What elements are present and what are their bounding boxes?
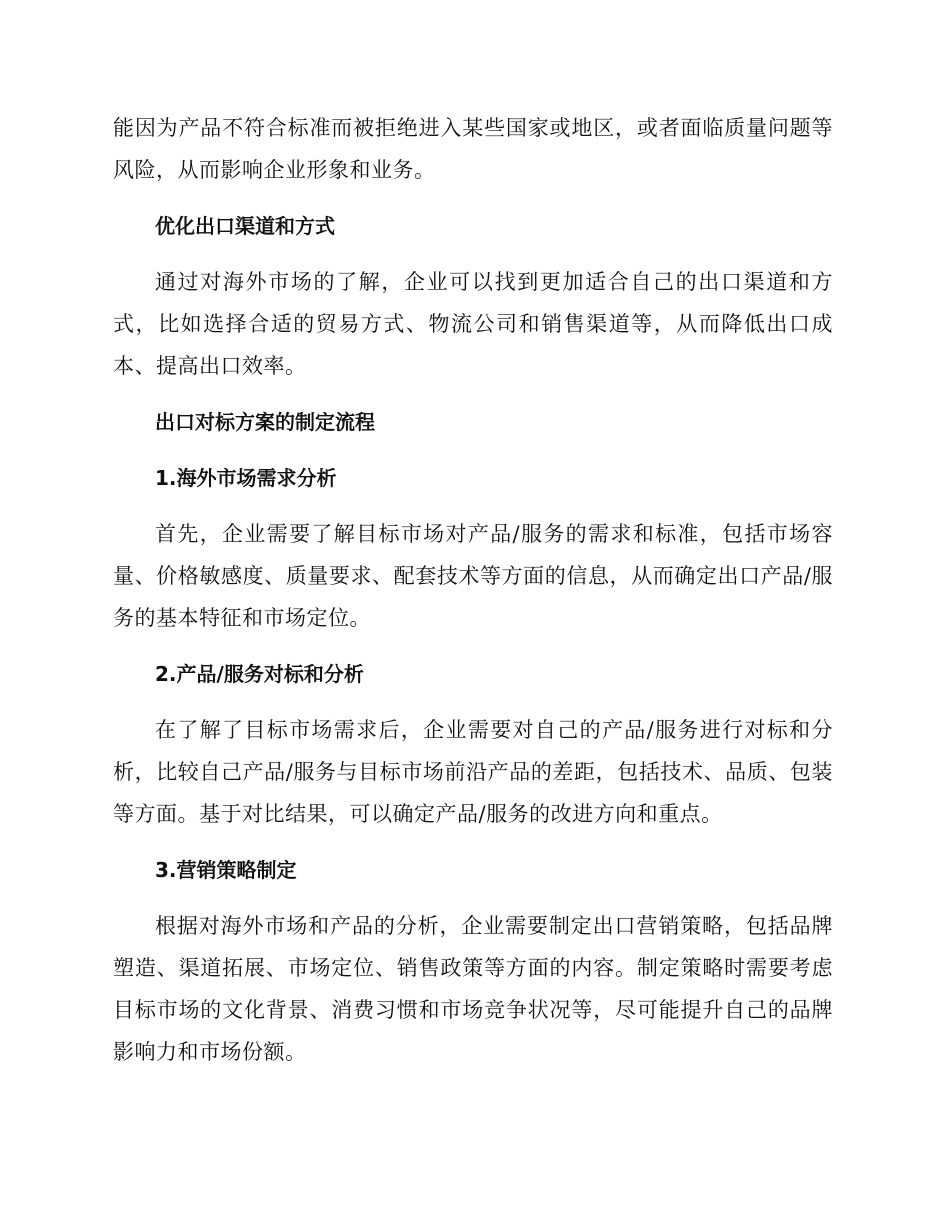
heading-product-benchmark: 2.产品/服务对标和分析 bbox=[155, 662, 364, 686]
paragraph-product-benchmark: 在了解了目标市场需求后，企业需要对自己的产品/服务进行对标和分析，比较自己产品/服务与目标市场前沿产品的差距，包括技术、品质、包装等方面。基于对比结果，可以确定产品/服务的改进方向和重点。 bbox=[113, 718, 833, 826]
paragraph-marketing-strategy: 根据对海外市场和产品的分析，企业需要制定出口营销策略，包括品牌塑造、渠道拓展、市场定位、销售政策等方面的内容。制定策略时需要考虑目标市场的文化背景、消费习惯和市场竞争状况等，尽可能提升自己的品牌影响力和市场份额。 bbox=[113, 914, 833, 1064]
heading-market-demand-analysis: 1.海外市场需求分析 bbox=[155, 466, 337, 490]
heading-benchmark-process: 出口对标方案的制定流程 bbox=[155, 410, 375, 434]
paragraph-export-channels: 通过对海外市场的了解，企业可以找到更加适合自己的出口渠道和方式，比如选择合适的贸易方式、物流公司和销售渠道等，从而降低出口成本、提高出口效率。 bbox=[113, 270, 833, 378]
paragraph-market-demand: 首先，企业需要了解目标市场对产品/服务的需求和标准，包括市场容量、价格敏感度、质量要求、配套技术等方面的信息，从而确定出口产品/服务的基本特征和市场定位。 bbox=[113, 522, 833, 630]
heading-optimize-export-channels: 优化出口渠道和方式 bbox=[155, 214, 335, 238]
document-page bbox=[113, 107, 833, 1087]
heading-marketing-strategy: 3.营销策略制定 bbox=[155, 858, 297, 882]
paragraph-continued: 能因为产品不符合标准而被拒绝进入某些国家或地区，或者面临质量问题等风险，从而影响企业形象和业务。 bbox=[113, 116, 833, 182]
